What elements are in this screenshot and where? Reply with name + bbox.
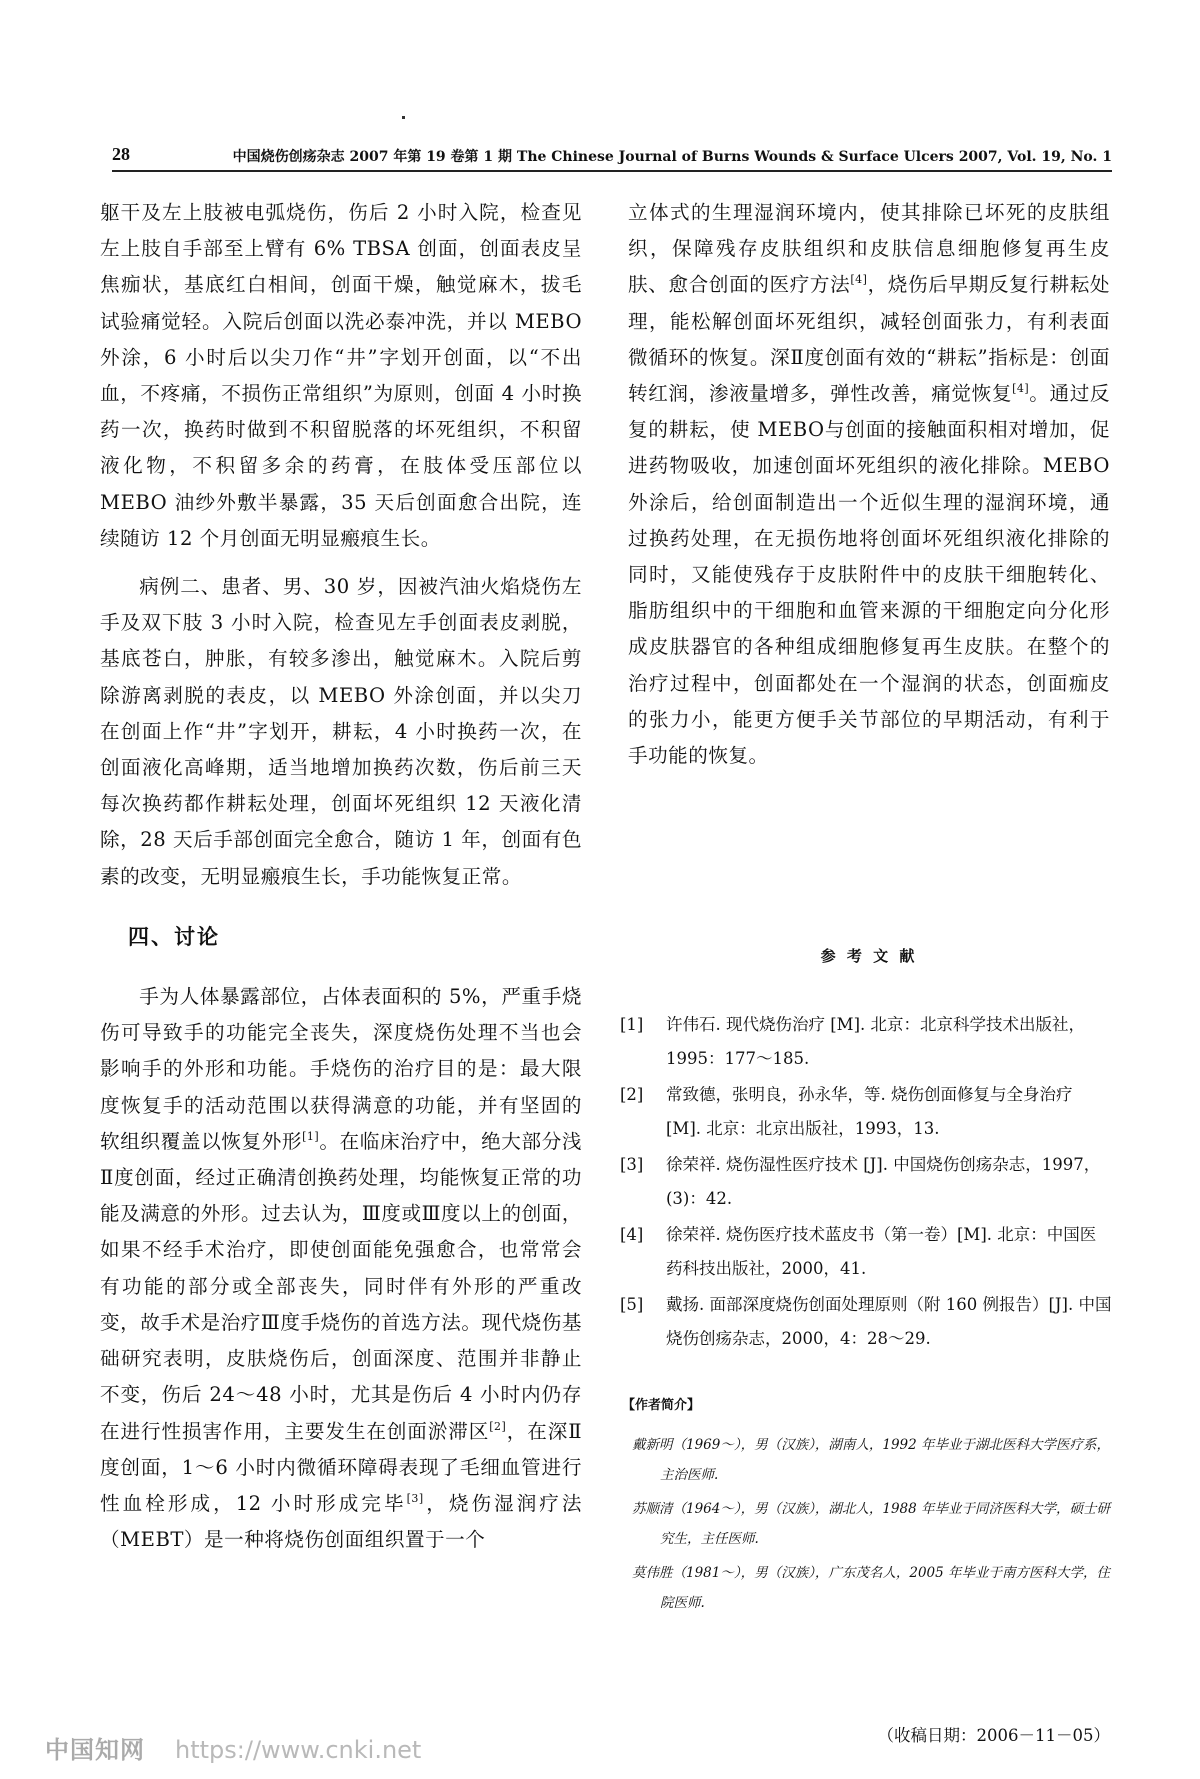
- author-bio-heading: 【作者简介】: [622, 1398, 701, 1413]
- watermark-url: https://www.cnki.net: [175, 1736, 422, 1764]
- reference-number: [1]: [620, 1015, 644, 1034]
- scan-dot: [402, 116, 405, 119]
- reference-item: [620, 1008, 1112, 1076]
- reference-text: 徐荣祥. 烧伤湿性医疗技术 [J]. 中国烧伤创疡杂志，1997，(3)：42.: [666, 1155, 1101, 1208]
- author-bio: 苏顺清（1964～），男（汉族），湖北人，1988 年毕业于同济医科大学，硕士研究生，主任医师.: [632, 1501, 1111, 1547]
- running-title: 中国烧伤创疡杂志 2007 年第 19 卷第 1 期 The Chinese Journal of Burns Wounds & Surface Ulcers 2007, Vol. 19, No. 1: [232, 149, 1112, 165]
- case2-paragraph: 病例二、患者、男、30 岁，因被汽油火焰烧伤左手及双下肢 3 小时入院，检查见左手创面表皮剥脱，基底苍白，肿胀，有较多渗出，触觉麻木。入院后剪除游离剥脱的表皮，以 MEBO 外涂创面，并以尖刀在创面上作“井”字划开，耕耘，4 小时换药一次，在创面液化高峰期，适当地增加换药次数，伤后前三天每次换药都作耕耘处理，创面坏死组织 12 天液化清除，28 天后手部创面完全愈合，随访 1 年，创面有色素的改变，无明显瘢痕生长，手功能恢复正常。: [100, 575, 583, 888]
- reference-item: [620, 1288, 1112, 1356]
- citation-2: [2]: [489, 1419, 507, 1433]
- reference-number: [4]: [620, 1225, 644, 1244]
- references-list: [620, 1008, 1112, 1358]
- section-title: 四、讨论: [128, 924, 220, 949]
- author-bio: 戴新明（1969～），男（汉族），湖南人，1992 年毕业于湖北医科大学医疗系，主治医师.: [632, 1437, 1111, 1483]
- author-bio: 莫伟胜（1981～），男（汉族），广东茂名人，2005 年毕业于南方医科大学，住院医师.: [632, 1565, 1111, 1611]
- case1-paragraph: 躯干及左上肢被电弧烧伤，伤后 2 小时入院，检查见左上肢自手部至上臂有 6% TBSA 创面，创面表皮呈焦痂状，基底红白相间，创面干燥，触觉麻木，拔毛试验痛觉轻。入院后创面以洗必泰冲洗，并以 MEBO 外涂，6 小时后以尖刀作“井”字划开创面，以“不出血，不疼痛，不损伤正常组织”为原则，创面 4 小时换药一次，换药时做到不积留脱落的坏死组织，不积留液化物，不积留多余的药膏，在肢体受压部位以 MEBO 油纱外敷半暴露，35 天后创面愈合出院，连续随访 12 个月创面无明显瘢痕生长。: [100, 201, 583, 550]
- author-bios: [632, 1430, 1110, 1622]
- reference-number: [3]: [620, 1155, 644, 1174]
- reference-item: [620, 1218, 1112, 1286]
- received-date: （收稿日期：2006－11－05）: [877, 1726, 1110, 1745]
- reference-number: [5]: [620, 1295, 644, 1314]
- citation-4a: [4]: [850, 273, 868, 287]
- discussion-continued: 立体式的生理湿润环境内，使其排除已坏死的皮肤组织，保障残存皮肤组织和皮肤信息细胞修复再生皮肤、愈合创面的医疗方法[4]，烧伤后早期反复行耕耘处理，能松解创面坏死组织，减轻创面张力，有利表面微循环的恢复。深Ⅱ度创面有效的“耕耘”指标是：创面转红润，渗液量增多，弹性改善，痛觉恢复[4]。通过反复的耕耘，使 MEBO与创面的接触面积相对增加，促进药物吸收，加速创面坏死组织的液化排除。MEBO 外涂后，给创面制造出一个近似生理的湿润环境，通过换药处理，在无损伤地将创面坏死组织液化排除的同时，又能使残存于皮肤附件中的皮肤干细胞转化、脂肪组织中的干细胞和血管来源的干细胞定向分化形成皮肤器官的各种组成细胞修复再生皮肤。在整个的治疗过程中，创面都处在一个湿润的状态，创面痂皮的张力小，能更方便手关节部位的早期活动，有利于手功能的恢复。: [628, 201, 1111, 768]
- page-number: 28: [112, 144, 130, 164]
- reference-number: [2]: [620, 1085, 644, 1104]
- reference-text: 常致德，张明良，孙永华，等. 烧伤创面修复与全身治疗 [M]. 北京：北京出版社，1993，13.: [666, 1085, 1073, 1138]
- reference-text: 徐荣祥. 烧伤医疗技术蓝皮书（第一卷）[M]. 北京：中国医药科技出版社，2000，41.: [666, 1225, 1097, 1278]
- references-title: 参 考 文 献: [820, 947, 918, 965]
- right-column: [628, 195, 1110, 774]
- reference-item: [620, 1078, 1112, 1146]
- citation-1: [1]: [302, 1129, 320, 1143]
- citation-4b: [4]: [1012, 382, 1030, 396]
- page-header: [112, 140, 1112, 172]
- discussion-paragraph: 手为人体暴露部位，占体表面积的 5%，严重手烧伤可导致手的功能完全丧失，深度烧伤处理不当也会影响手的外形和功能。手烧伤的治疗目的是：最大限度恢复手的活动范围以获得满意的功能，并有坚固的软组织覆盖以恢复外形[1]。在临床治疗中，绝大部分浅Ⅱ度创面，经过正确清创换药处理，均能恢复正常的功能及满意的外形。过去认为，Ⅲ度或Ⅲ度以上的创面，如果不经手术治疗，即使创面能免强愈合，也常常会有功能的部分或全部丧失，同时伴有外形的严重改变，故手术是治疗Ⅲ度手烧伤的首选方法。现代烧伤基础研究表明，皮肤烧伤后，创面深度、范围并非静止不变，伤后 24～48 小时，尤其是伤后 4 小时内仍存在进行性损害作用，主要发生在创面淤滞区[2]，在深Ⅱ度创面，1～6 小时内微循环障碍表现了毛细血管进行性血栓形成，12 小时形成完毕[3]，烧伤湿润疗法（MEBT）是一种将烧伤创面组织置于一个: [100, 985, 583, 1552]
- reference-item: [620, 1148, 1112, 1216]
- left-column: [100, 195, 582, 1558]
- reference-text: 许伟石. 现代烧伤治疗 [M]. 北京：北京科学技术出版社，1995：177～185.: [666, 1015, 1085, 1068]
- reference-text: 戴扬. 面部深度烧伤创面处理原则（附 160 例报告）[J]. 中国烧伤创疡杂志，2000，4：28～29.: [666, 1295, 1112, 1348]
- citation-3: [3]: [406, 1491, 424, 1505]
- cnki-watermark: [45, 1730, 421, 1765]
- watermark-brand: 中国知网: [45, 1736, 145, 1764]
